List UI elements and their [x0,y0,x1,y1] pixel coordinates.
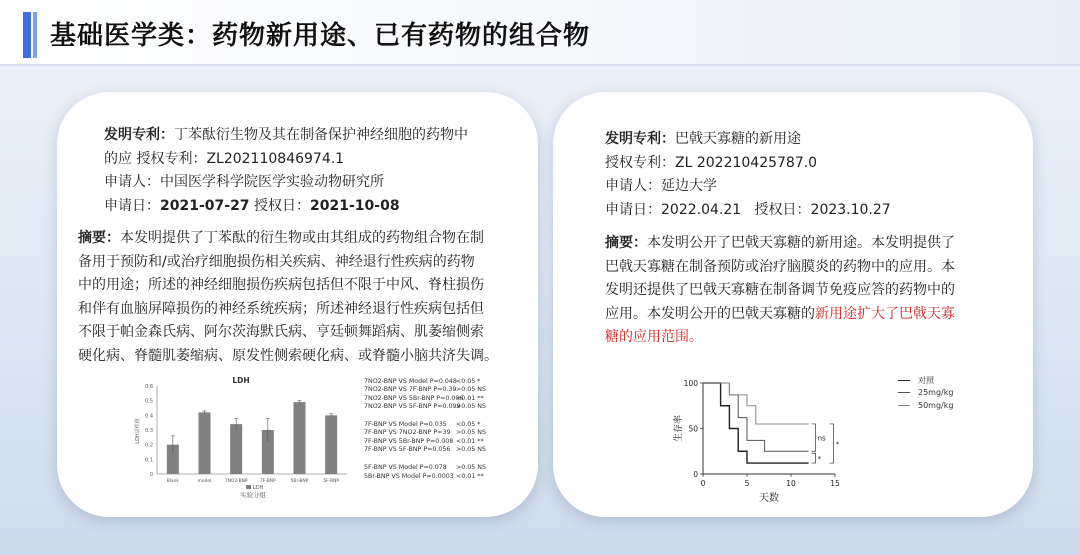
abstract-line: 硬化病、脊髓肌萎缩病、原发性侧索硬化病、或脊髓小脑共济失调。 [78,347,498,364]
bracket-ns [812,424,816,451]
y-tick-label: 100 [683,379,698,388]
x-tick-label: 7NO2-BNP [224,479,248,484]
grant-no-label: 授权专利： [605,154,675,171]
stats-row [364,472,484,481]
stats-gap [364,454,463,464]
stats-comparison: 7NO2-BNP VS 5F-BNP P=0.099 [364,402,461,410]
patent-meta-right [605,128,891,222]
abstract-line: 巴戟天寡糖在制备预防或治疗脑膜炎的药物中的应用。本 [605,258,955,275]
bracket-star [812,453,816,463]
patent-meta-left [104,124,468,218]
y-tick-label: 0.2 [145,442,153,449]
legend-item [898,375,934,386]
page-title: 基础医学类：药物新用途、已有药物的组合物 [50,21,591,51]
chart-title: LDH [232,376,250,385]
apply-date: 2021-07-27 [160,197,250,214]
y-tick-label: 0.3 [145,428,153,434]
title-bar [0,0,1080,66]
stats-significance: >0.05 NS [456,386,487,394]
legend-label: 对照 [918,376,934,385]
y-tick-label: 0.4 [145,413,153,420]
stats-row [364,378,481,386]
x-tick-label: 0 [700,479,706,488]
legend-swatch [898,380,910,381]
stats-significance: >0.05 NS [456,402,487,410]
patent-title: 丁苯酞衍生物及其在制备保护神经细胞的药物中 [174,127,468,143]
apply-date-label: 申请日： [104,197,160,214]
stats-significance: <0.01 ** [456,472,484,480]
abstract-line: 不限于帕金森氏病、阿尔茨海默氏病、亨廷顿舞蹈病、肌萎缩侧索 [78,324,484,340]
stats-comparison: 7F-BNP VS 5Br-BNP P=0.008 [364,437,454,445]
abstract-highlight: 糖的应用范围。 [605,329,703,345]
y-axis-label: LDH活性值 [135,418,141,444]
applicant-label: 申请人： [605,178,661,194]
x-tick-label: 15 [830,479,840,488]
abstract-line: 应用。本发明公开的巴戟天寡糖的 [605,305,815,322]
x-tick-label: 5Br-BNP [290,479,309,484]
ldh-bar-chart [129,374,354,506]
bar [199,412,211,474]
legend-item [898,388,953,397]
abstract-line: 备用于预防和/或治疗细胞损伤相关疾病、神经退行性疾病的药物 [78,253,475,270]
annotation-ns: ns [817,434,826,443]
patent-title: 巴戟天寡糖的新用途 [675,131,801,147]
stats-comparison: 7F-BNP VS 7NO2-BNP P=39 [364,429,451,437]
title-accent-bar-thin [33,12,37,58]
x-tick-label: Blank [166,479,179,484]
x-axis-label: 实验分组 [240,491,266,499]
stats-row [364,402,487,411]
survival-line-2 [703,383,809,424]
apply-date: 2022.04.21 [661,201,742,218]
title-accent-bar [23,12,31,58]
abstract-line: 中的用途；所述的神经细胞损伤疾病包括但不限于中风、脊柱损伤 [78,277,484,293]
applicant-label: 申请人： [104,174,160,190]
abstract-label: 摘要： [605,235,647,251]
survival-legend [898,375,978,415]
grant-date: 2021-10-08 [310,197,400,214]
y-tick-label: 50 [688,424,698,434]
y-axis-label: 生存率 [674,414,684,443]
legend-item [898,401,953,410]
abstract-right [605,232,1005,350]
patent-card-left [57,92,538,517]
patent-label: 发明专利： [605,131,675,147]
stats-row [364,421,481,429]
annotation-star-outer: * [835,440,840,449]
legend-label: LDH [253,485,264,491]
stats-significance: <0.05 * [456,421,481,429]
abstract-highlight: 新用途扩大了巴戟天寡 [815,305,955,322]
stats-row [364,394,484,403]
abstract-line: 和伴有血脑屏障损伤的神经系统疾病；所述神经退行性疾病包括但 [78,300,484,317]
x-tick-label: model [197,479,212,484]
significance-stats [364,378,487,481]
applicant: 中国医学科学院医学实验动物研究所 [160,174,384,190]
patent-label: 发明专利： [104,127,174,143]
abstract-line: 发明还提供了巴戟天寡糖在制备调节免疫应答的药物中的 [605,282,955,298]
x-tick-label: 7F-BNP [259,479,276,484]
legend-swatch [898,392,910,393]
grant-date-label: 授权日： [741,201,811,218]
abstract-label: 摘要： [78,230,120,246]
stats-significance: >0.05 NS [456,446,487,454]
bar [325,415,337,474]
stats-significance: >0.05 NS [456,464,487,472]
x-tick-label: 10 [786,479,796,488]
legend-label: 50mg/kg [918,401,954,410]
stats-comparison: 7F-BNP VS 5F-BNP P=0.056 [364,446,451,454]
abstract-left [78,227,520,368]
grant-date: 2023.10.27 [810,201,891,218]
legend-label: 25mg/kg [918,388,954,397]
stats-row [364,464,487,472]
x-tick-label: 5 [744,479,750,488]
stats-row [364,429,487,437]
legend-swatch [898,405,910,406]
y-tick-label: 0.5 [145,398,153,405]
stats-comparison: 7NO2-BNP VS 7F-BNP P=0.39 [364,386,457,394]
stats-significance: <0.01 ** [456,437,484,445]
bar [294,402,306,474]
stats-significance: <0.01 ** [456,394,484,402]
bracket-star-outer [830,424,834,463]
stats-gap [364,411,463,421]
applicant: 延边大学 [661,178,717,194]
survival-chart [673,372,893,512]
y-tick-label: 0.1 [145,457,153,464]
grant-no: ZL 202210425787.0 [675,154,818,171]
stats-row [364,446,487,454]
y-tick-label: 0 [149,472,153,478]
stats-comparison: 7F-BNP VS Model P=0.035 [364,421,447,429]
stats-comparison: 5Br-BNP VS Model P=0.0003 [364,472,454,480]
legend-swatch [246,485,251,489]
patent-title-cont: 的应 授权专利：ZL202110846974.1 [104,150,345,167]
stats-comparison: 5F-BNP VS Model P=0.078 [364,464,447,472]
apply-date-label: 申请日： [605,201,661,218]
patent-card-right [553,92,1033,517]
x-axis-label: 天数 [759,493,779,504]
stats-comparison: 7NO2-BNP VS Model P=0.048 [364,378,457,385]
x-tick-label: 5F-BNP [323,479,340,484]
stats-row [364,437,484,446]
stats-significance: <0.05 * [456,378,481,385]
annotation-star: * [817,455,822,464]
stats-comparison: 7NO2-BNP VS 5Br-BNP P=0.006 [364,394,464,402]
y-tick-label: 0 [693,470,698,479]
abstract-line: 本发明提供了丁苯酞的衍生物或由其组成的药物组合物在制 [120,230,484,246]
stats-row [364,386,487,394]
bar [230,424,242,474]
abstract-line: 本发明公开了巴戟天寡糖的新用途。本发明提供了 [647,235,955,251]
stats-significance: >0.05 NS [456,429,487,437]
y-tick-label: 0.6 [145,384,153,390]
grant-date-label: 授权日： [249,197,311,214]
